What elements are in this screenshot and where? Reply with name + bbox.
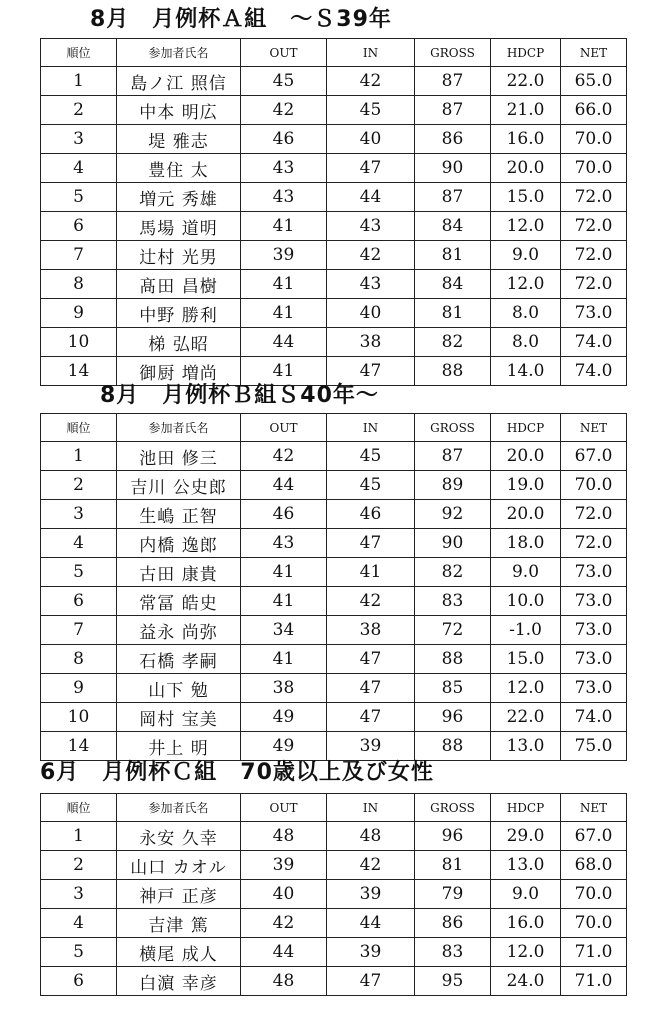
cell-rank: 8: [41, 270, 117, 299]
table-row: [41, 183, 627, 212]
cell-name: 井上 明: [117, 732, 241, 761]
cell-in: 47: [327, 703, 415, 732]
results-table: [40, 413, 627, 761]
cell-net: 74.0: [561, 357, 627, 386]
cell-gross: 81: [415, 299, 491, 328]
cell-out: 43: [241, 154, 327, 183]
cell-hdcp: 12.0: [491, 938, 561, 967]
cell-gross: 86: [415, 125, 491, 154]
cell-name: 益永 尚弥: [117, 616, 241, 645]
cell-gross: 79: [415, 880, 491, 909]
cell-out: 41: [241, 587, 327, 616]
cell-rank: 4: [41, 529, 117, 558]
cell-gross: 81: [415, 851, 491, 880]
cell-rank: 9: [41, 674, 117, 703]
column-header-gross: GROSS: [415, 794, 491, 822]
cell-net: 65.0: [561, 67, 627, 96]
cell-out: 40: [241, 880, 327, 909]
cell-out: 39: [241, 851, 327, 880]
cell-in: 43: [327, 270, 415, 299]
cell-net: 70.0: [561, 125, 627, 154]
table-header-row: [41, 794, 627, 822]
cell-out: 41: [241, 212, 327, 241]
section-title: 8月 月例杯Ｂ組Ｓ40年～: [100, 383, 379, 408]
cell-name: 白濵 幸彦: [117, 967, 241, 996]
cell-hdcp: 22.0: [491, 703, 561, 732]
cell-net: 70.0: [561, 880, 627, 909]
cell-net: 74.0: [561, 703, 627, 732]
column-header-in: IN: [327, 794, 415, 822]
cell-gross: 82: [415, 328, 491, 357]
cell-net: 72.0: [561, 529, 627, 558]
cell-in: 45: [327, 96, 415, 125]
cell-in: 41: [327, 558, 415, 587]
cell-gross: 82: [415, 558, 491, 587]
table-row: [41, 67, 627, 96]
cell-name: 岡村 宝美: [117, 703, 241, 732]
cell-out: 46: [241, 125, 327, 154]
cell-in: 44: [327, 183, 415, 212]
cell-rank: 3: [41, 880, 117, 909]
cell-out: 43: [241, 529, 327, 558]
cell-rank: 1: [41, 442, 117, 471]
cell-hdcp: 12.0: [491, 674, 561, 703]
cell-name: 髙田 昌樹: [117, 270, 241, 299]
cell-hdcp: 9.0: [491, 241, 561, 270]
cell-out: 44: [241, 471, 327, 500]
cell-rank: 1: [41, 67, 117, 96]
cell-gross: 92: [415, 500, 491, 529]
column-header-in: IN: [327, 39, 415, 67]
cell-gross: 72: [415, 616, 491, 645]
column-header-gross: GROSS: [415, 414, 491, 442]
column-header-hdcp: HDCP: [491, 414, 561, 442]
cell-in: 39: [327, 732, 415, 761]
cell-hdcp: 8.0: [491, 328, 561, 357]
cell-name: 梯 弘昭: [117, 328, 241, 357]
cell-net: 72.0: [561, 241, 627, 270]
column-header-out: OUT: [241, 414, 327, 442]
cell-in: 47: [327, 154, 415, 183]
cell-in: 38: [327, 616, 415, 645]
cell-name: 辻村 光男: [117, 241, 241, 270]
cell-name: 増元 秀雄: [117, 183, 241, 212]
cell-net: 75.0: [561, 732, 627, 761]
column-header-in: IN: [327, 414, 415, 442]
cell-rank: 6: [41, 212, 117, 241]
cell-rank: 8: [41, 645, 117, 674]
cell-rank: 7: [41, 616, 117, 645]
cell-net: 71.0: [561, 967, 627, 996]
column-header-hdcp: HDCP: [491, 39, 561, 67]
cell-hdcp: -1.0: [491, 616, 561, 645]
table-row: [41, 703, 627, 732]
cell-gross: 89: [415, 471, 491, 500]
section-title: 8月 月例杯Ａ組 ～Ｓ39年: [90, 7, 392, 32]
cell-in: 42: [327, 241, 415, 270]
cell-out: 44: [241, 328, 327, 357]
cell-hdcp: 9.0: [491, 558, 561, 587]
cell-net: 68.0: [561, 851, 627, 880]
cell-rank: 4: [41, 154, 117, 183]
table-row: [41, 967, 627, 996]
table-row: [41, 645, 627, 674]
cell-name: 山下 勉: [117, 674, 241, 703]
cell-gross: 88: [415, 357, 491, 386]
cell-out: 44: [241, 938, 327, 967]
cell-in: 42: [327, 67, 415, 96]
table-row: [41, 616, 627, 645]
cell-gross: 87: [415, 183, 491, 212]
table-row: [41, 96, 627, 125]
cell-name: 吉津 篤: [117, 909, 241, 938]
cell-gross: 88: [415, 645, 491, 674]
cell-in: 38: [327, 328, 415, 357]
cell-name: 吉川 公史郎: [117, 471, 241, 500]
cell-gross: 87: [415, 67, 491, 96]
cell-name: 山口 カオル: [117, 851, 241, 880]
cell-gross: 96: [415, 703, 491, 732]
cell-hdcp: 10.0: [491, 587, 561, 616]
cell-name: 豊住 太: [117, 154, 241, 183]
cell-name: 神戸 正彦: [117, 880, 241, 909]
table-row: [41, 880, 627, 909]
cell-hdcp: 12.0: [491, 212, 561, 241]
cell-gross: 90: [415, 154, 491, 183]
cell-hdcp: 22.0: [491, 67, 561, 96]
cell-gross: 95: [415, 967, 491, 996]
cell-out: 41: [241, 645, 327, 674]
table-header-row: [41, 414, 627, 442]
cell-name: 堤 雅志: [117, 125, 241, 154]
cell-rank: 1: [41, 822, 117, 851]
table-row: [41, 529, 627, 558]
cell-in: 43: [327, 212, 415, 241]
cell-net: 73.0: [561, 558, 627, 587]
cell-net: 67.0: [561, 822, 627, 851]
cell-out: 49: [241, 703, 327, 732]
cell-rank: 14: [41, 357, 117, 386]
cell-name: 内橋 逸郎: [117, 529, 241, 558]
cell-in: 47: [327, 357, 415, 386]
cell-name: 横尾 成人: [117, 938, 241, 967]
cell-out: 45: [241, 67, 327, 96]
cell-out: 34: [241, 616, 327, 645]
section-title: 6月 月例杯Ｃ組 70歳以上及び女性: [40, 760, 434, 785]
cell-in: 42: [327, 851, 415, 880]
cell-net: 70.0: [561, 154, 627, 183]
table-row: [41, 822, 627, 851]
cell-net: 73.0: [561, 645, 627, 674]
cell-rank: 3: [41, 500, 117, 529]
cell-hdcp: 21.0: [491, 96, 561, 125]
cell-net: 73.0: [561, 587, 627, 616]
cell-out: 41: [241, 270, 327, 299]
cell-name: 中本 明広: [117, 96, 241, 125]
cell-rank: 14: [41, 732, 117, 761]
cell-out: 46: [241, 500, 327, 529]
cell-hdcp: 12.0: [491, 270, 561, 299]
table-row: [41, 909, 627, 938]
cell-in: 39: [327, 938, 415, 967]
table-row: [41, 212, 627, 241]
cell-gross: 88: [415, 732, 491, 761]
cell-hdcp: 29.0: [491, 822, 561, 851]
cell-hdcp: 9.0: [491, 880, 561, 909]
cell-out: 42: [241, 442, 327, 471]
cell-net: 70.0: [561, 471, 627, 500]
column-header-name: 参加者氏名: [117, 794, 241, 822]
column-header-rank: 順位: [41, 39, 117, 67]
cell-out: 39: [241, 241, 327, 270]
cell-gross: 96: [415, 822, 491, 851]
cell-hdcp: 16.0: [491, 125, 561, 154]
table-row: [41, 558, 627, 587]
cell-hdcp: 13.0: [491, 851, 561, 880]
table-row: [41, 442, 627, 471]
cell-name: 常冨 皓史: [117, 587, 241, 616]
cell-net: 66.0: [561, 96, 627, 125]
cell-net: 72.0: [561, 183, 627, 212]
cell-out: 38: [241, 674, 327, 703]
cell-hdcp: 18.0: [491, 529, 561, 558]
cell-hdcp: 15.0: [491, 183, 561, 212]
cell-in: 42: [327, 587, 415, 616]
cell-hdcp: 20.0: [491, 442, 561, 471]
cell-out: 42: [241, 96, 327, 125]
cell-in: 47: [327, 645, 415, 674]
cell-net: 74.0: [561, 328, 627, 357]
cell-out: 48: [241, 822, 327, 851]
cell-net: 72.0: [561, 270, 627, 299]
cell-gross: 86: [415, 909, 491, 938]
cell-out: 49: [241, 732, 327, 761]
cell-hdcp: 8.0: [491, 299, 561, 328]
cell-rank: 2: [41, 851, 117, 880]
cell-net: 67.0: [561, 442, 627, 471]
cell-out: 48: [241, 967, 327, 996]
table-row: [41, 674, 627, 703]
cell-out: 41: [241, 299, 327, 328]
cell-hdcp: 24.0: [491, 967, 561, 996]
cell-gross: 90: [415, 529, 491, 558]
cell-name: 石橋 孝嗣: [117, 645, 241, 674]
column-header-out: OUT: [241, 794, 327, 822]
cell-gross: 83: [415, 938, 491, 967]
cell-name: 古田 康貴: [117, 558, 241, 587]
cell-rank: 6: [41, 587, 117, 616]
cell-rank: 2: [41, 471, 117, 500]
column-header-gross: GROSS: [415, 39, 491, 67]
cell-out: 43: [241, 183, 327, 212]
cell-in: 48: [327, 822, 415, 851]
cell-rank: 5: [41, 183, 117, 212]
column-header-rank: 順位: [41, 414, 117, 442]
table-row: [41, 125, 627, 154]
cell-out: 42: [241, 909, 327, 938]
cell-gross: 81: [415, 241, 491, 270]
cell-rank: 6: [41, 967, 117, 996]
column-header-net: NET: [561, 794, 627, 822]
cell-out: 41: [241, 558, 327, 587]
cell-net: 70.0: [561, 909, 627, 938]
cell-in: 47: [327, 967, 415, 996]
table-row: [41, 851, 627, 880]
column-header-hdcp: HDCP: [491, 794, 561, 822]
table-row: [41, 270, 627, 299]
cell-in: 39: [327, 880, 415, 909]
cell-hdcp: 20.0: [491, 500, 561, 529]
cell-in: 40: [327, 299, 415, 328]
cell-rank: 7: [41, 241, 117, 270]
cell-name: 生嶋 正智: [117, 500, 241, 529]
results-table: [40, 38, 627, 386]
table-header-row: [41, 39, 627, 67]
cell-rank: 9: [41, 299, 117, 328]
cell-hdcp: 20.0: [491, 154, 561, 183]
cell-name: 御厨 増尚: [117, 357, 241, 386]
column-header-rank: 順位: [41, 794, 117, 822]
cell-net: 71.0: [561, 938, 627, 967]
cell-name: 永安 久幸: [117, 822, 241, 851]
cell-name: 島ノ江 照信: [117, 67, 241, 96]
column-header-name: 参加者氏名: [117, 414, 241, 442]
cell-hdcp: 14.0: [491, 357, 561, 386]
column-header-net: NET: [561, 39, 627, 67]
cell-hdcp: 13.0: [491, 732, 561, 761]
cell-hdcp: 16.0: [491, 909, 561, 938]
cell-in: 40: [327, 125, 415, 154]
cell-rank: 4: [41, 909, 117, 938]
cell-gross: 84: [415, 270, 491, 299]
cell-out: 41: [241, 357, 327, 386]
cell-in: 45: [327, 471, 415, 500]
cell-hdcp: 19.0: [491, 471, 561, 500]
cell-name: 中野 勝利: [117, 299, 241, 328]
results-table: [40, 793, 627, 996]
cell-hdcp: 15.0: [491, 645, 561, 674]
table-row: [41, 241, 627, 270]
cell-net: 73.0: [561, 299, 627, 328]
cell-name: 池田 修三: [117, 442, 241, 471]
cell-in: 47: [327, 674, 415, 703]
cell-net: 72.0: [561, 500, 627, 529]
cell-gross: 84: [415, 212, 491, 241]
cell-rank: 5: [41, 558, 117, 587]
table-row: [41, 938, 627, 967]
cell-in: 47: [327, 529, 415, 558]
table-row: [41, 154, 627, 183]
cell-in: 46: [327, 500, 415, 529]
cell-net: 73.0: [561, 616, 627, 645]
cell-gross: 85: [415, 674, 491, 703]
cell-gross: 83: [415, 587, 491, 616]
column-header-name: 参加者氏名: [117, 39, 241, 67]
table-row: [41, 328, 627, 357]
cell-in: 45: [327, 442, 415, 471]
cell-gross: 87: [415, 96, 491, 125]
cell-rank: 5: [41, 938, 117, 967]
cell-net: 73.0: [561, 674, 627, 703]
table-row: [41, 500, 627, 529]
cell-net: 72.0: [561, 212, 627, 241]
cell-rank: 3: [41, 125, 117, 154]
table-row: [41, 471, 627, 500]
cell-in: 44: [327, 909, 415, 938]
column-header-net: NET: [561, 414, 627, 442]
cell-rank: 10: [41, 328, 117, 357]
table-row: [41, 299, 627, 328]
column-header-out: OUT: [241, 39, 327, 67]
cell-rank: 2: [41, 96, 117, 125]
cell-rank: 10: [41, 703, 117, 732]
table-row: [41, 587, 627, 616]
cell-name: 馬場 道明: [117, 212, 241, 241]
cell-gross: 87: [415, 442, 491, 471]
